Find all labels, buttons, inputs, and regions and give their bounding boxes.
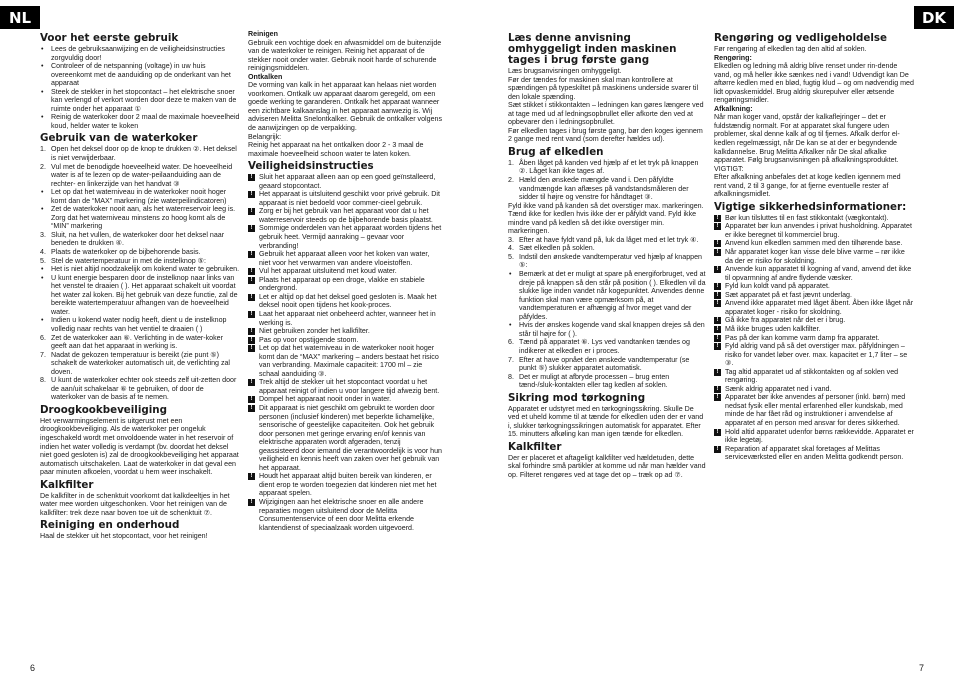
warning-item: ! Let er altijd op dat het deksel goed gesloten is. Maak het deksel nooit open tijdens het kook-proces. bbox=[248, 293, 442, 310]
paragraph: Het verwarmingselement is uitgerust met een droogkookbeveiliging. Als de waterkoker per ongeluk ingeschakeld wordt met onvoldoende water in het reservoir of indien het water volledig is verdampt (bv. doordat het deksel niet goed gesloten is) zal de droogkookbeveiliging het apparaat automatisch uitschakelen. Laat de waterkoker in dat geval een paar minuten afkoelen, voordat u hem weer inschakelt. bbox=[40, 416, 239, 477]
numbered-step: 2. Vul met de benodigde hoeveelheid water. De hoeveelheid water is af te lezen op de water-peilaanduiding aan de rechter- en linkerzijde van het handvat ③ bbox=[40, 163, 240, 189]
bullet-item: • Steek de stekker in het stopcontact – het elektrische snoer kan verlengd of verkort worden door deze te maken van de ruimte onder het apparaat ① bbox=[40, 88, 240, 114]
column-dk-2 bbox=[714, 30, 914, 652]
paragraph: Belangrijk: bbox=[248, 132, 282, 141]
warning-item: ! Sommige onderdelen van het apparaat worden tijdens het gebruik heet. Vermijd aanraking – gevaar voor verbranding! bbox=[248, 224, 442, 250]
subheading: Afkalkning: bbox=[714, 104, 753, 113]
numbered-step: 5. Stel de watertemperatuur in met de instelknop ⑤: bbox=[40, 257, 240, 266]
paragraph: VIGTIGT: bbox=[714, 164, 744, 173]
warning-item: ! Anvend kun elkedlen sammen med den tilhørende base. bbox=[714, 239, 914, 248]
warning-item: ! Sænk aldrig apparatet ned i vand. bbox=[714, 385, 914, 394]
warning-item: ! Let op dat het waterniveau in de waterkoker nooit hoger komt dan de “MAX” markering – anders bestaat het risico van verbranding. Maximale capaciteit: 1700 ml – zie schaal aanduiding ③. bbox=[248, 344, 442, 378]
section-heading: Kalkfilter bbox=[508, 440, 562, 453]
paragraph: Før der tændes for maskinen skal man kontrollere at spændingen på typeskiltet på maskinens underside svarer til den lokale spænding. bbox=[508, 75, 699, 101]
section-heading: Reiniging en onderhoud bbox=[40, 519, 180, 532]
paragraph: Gebruik een vochtige doek en afwasmiddel om de buitenzijde van de waterkoker te reinigen. Reinig het apparaat of de stekker nooit onder water. Gebruik nooit harde of schurende reinigingsmiddelen. bbox=[248, 38, 442, 73]
warning-item: ! Pas op voor opstijgende stoom. bbox=[248, 336, 442, 345]
numbered-step: 6. Zet de waterkoker aan ⑥. Verlichting in de water-koker geeft aan dat het apparaat in werking is. bbox=[40, 334, 240, 351]
paragraph: Når man koger vand, opstår der kalkaflejringer – det er fuldstændig normalt. For at apparatet skal fungere uden problemer, skal denne kalk af og til fjernes. Afkalk derfor el-kedlen regelmæssigt, når De kan se at der er begyndende kalkdannelse. Brug Melitta Afkalker når De skal afkalke apparatet. Følg brugsanvisningen på afkalkningsproduktet. bbox=[714, 113, 900, 165]
section-heading: Gebruik van de waterkoker bbox=[40, 132, 198, 145]
warning-item: ! Gebruik het apparaat alleen voor het koken van water, niet voor het verwarmen van andere vloeistoffen. bbox=[248, 250, 442, 267]
numbered-step: 3. Sluit, na het vullen, de waterkoker door het deksel naar beneden te drukken ④. bbox=[40, 231, 240, 248]
warning-item: ! Pas på der kan komme varm damp fra apparatet. bbox=[714, 334, 914, 343]
warning-item: ! Reparation af apparatet skal foretages af Melittas serviceværksted eller en anden Melitta godkendt person. bbox=[714, 445, 914, 462]
paragraph: Før rengøring af elkedlen tag den altid af soklen. bbox=[714, 45, 867, 53]
section-heading: Brug af elkedlen bbox=[508, 145, 604, 158]
column-dk-1 bbox=[508, 30, 706, 652]
page-number-right: 7 bbox=[918, 663, 924, 673]
numbered-step: 7. Efter at have opnået den ønskede vandtemperatur (se punkt ⑤) slukker apparatet automatisk. bbox=[508, 356, 706, 373]
paragraph: Haal de stekker uit het stopcontact, voor het reinigen! bbox=[40, 532, 208, 541]
paragraph: Før elkedlen tages i brug første gang, bør den koges igennem 2 gange med rent vand (som derefter hældes ud). bbox=[508, 126, 703, 144]
paragraph: De vorming van kalk in het apparaat kan helaas niet worden voorkomen. Ontkalk uw apparaat daarom geregeld, om een goede werking te garanderen. Ontkalk het apparaat wanneer een zichtbare kalkaanslag in het apparaat aanwezig is. Wij adviseren Melitta Snelontkalker. Gebruik de ontkalker volgens de aanwijzingen op de verpakking. bbox=[248, 81, 442, 133]
warning-item: ! Må ikke bruges uden kalkfilter. bbox=[714, 325, 914, 334]
warning-item: ! Gå ikke fra apparatet når det er i brug. bbox=[714, 316, 914, 325]
subheading: Reinigen bbox=[248, 30, 278, 38]
section-heading: Rengøring og vedligeholdelse bbox=[714, 32, 888, 44]
warning-item: ! Når apparatet koger kan visse dele blive varme – rør ikke da der er risiko for skoldning. bbox=[714, 248, 914, 265]
warning-item: ! Trek altijd de stekker uit het stopcontact voordat u het apparaat reinigt of indien u voor langere tijd afwezig bent. bbox=[248, 378, 442, 395]
numbered-step: 2. Hæld den ønskede mængde vand i. Den påfyldte vandmængde kan aflæses på vandstandsmåleren der sidder til højre og venstre for håndtaget ③. bbox=[508, 176, 706, 202]
column-nl-1 bbox=[40, 30, 240, 652]
warning-item: ! Apparatet bør kun anvendes i privat husholdning. Apparatet er ikke beregnet til kommerciel brug. bbox=[714, 222, 914, 239]
item-list bbox=[40, 145, 240, 401]
section-heading: Vigtige sikkerhedsinformationer: bbox=[714, 200, 907, 213]
page-number-left: 6 bbox=[30, 663, 36, 673]
section-heading: Kalkfilter bbox=[40, 478, 94, 491]
warning-item: ! Sluit het apparaat alleen aan op een goed geïnstalleerd, geaard stopcontact. bbox=[248, 173, 442, 190]
section-heading: Droogkookbeveiliging bbox=[40, 403, 167, 416]
warning-item: ! Wijzigingen aan het elektrische snoer en alle andere reparaties mogen uitsluitend door de Melitta Consumentenservice of een door Melitta erkende klantendienst of speciaalzaak worden uitgevoerd. bbox=[248, 498, 442, 532]
warning-item: ! Dompel het apparaat nooit onder in water. bbox=[248, 395, 442, 404]
item-list bbox=[40, 45, 240, 130]
warning-item: ! Laat het apparaat niet onbeheerd achter, wanneer het in werking is. bbox=[248, 310, 442, 327]
numbered-step: 1. Open het deksel door op de knop te drukken ②. Het deksel is niet verwijderbaar. bbox=[40, 145, 240, 162]
section-heading: Sikring mod tørkogning bbox=[508, 391, 646, 404]
subheading: Rengøring: bbox=[714, 53, 752, 62]
column-nl-2 bbox=[248, 30, 442, 652]
bullet-item: • Indien u kokend water nodig heeft, dient u de instelknop volledig naar rechts van het ventiel te draaien ( ) bbox=[40, 316, 240, 333]
warning-item: ! Fyld kun koldt vand på apparatet. bbox=[714, 282, 914, 291]
paragraph: Tænd ikke for kedlen hvis ikke der er påfyldt vand. Fyld ikke mindre vand på kedlen så det ikke overstiger min. markeringen. bbox=[508, 210, 697, 236]
bullet-item: • Lees de gebruiksaanwijzing en de veiligheidsinstructies zorgvuldig door! bbox=[40, 45, 240, 62]
warning-item: ! Hold altid apparatet udenfor børns rækkevidde. Apparatet er ikke legetøj. bbox=[714, 428, 914, 445]
language-tab-dk: DK bbox=[914, 6, 954, 29]
bullet-item: • Bemærk at det er muligt at spare på energiforbruget, ved at dreje på knappen så den står på position ( ). Elkedlen vil da slukke lige inden vandet når kogepunktet. Anvendes denne funktion skal man være opmærksom på, at vandtemperaturen er afhængig af hvor meget vand der påfyldes. bbox=[508, 270, 706, 321]
numbered-step: 7. Nadat de gekozen temperatuur is bereikt (zie punt ⑤) schakelt de waterkoker automatisch uit, de verlichting zal doven. bbox=[40, 351, 240, 377]
warning-item: ! Zorg er bij het gebruik van het apparaat voor dat u het waterreservoir steeds op de bijbehorende basis plaatst. bbox=[248, 207, 442, 224]
item-list bbox=[508, 159, 706, 202]
paragraph: Sæt stikket i stikkontakten – ledningen kan gøres længere ved at tage med ud af ledningsopbrullet eller afkorte den ved at opbevarer den i ledningsopbrullet. bbox=[508, 101, 704, 127]
numbered-step: 4. Sæt elkedlen på soklen. bbox=[508, 244, 706, 253]
warning-item: ! Niet gebruiken zonder het kalkfilter. bbox=[248, 327, 442, 336]
item-list bbox=[248, 173, 442, 532]
warning-item: ! Het apparaat is uitsluitend geschikt voor privé gebruik. Dit apparaat is niet bedoeld voor commer-cieel gebruik. bbox=[248, 190, 442, 207]
paragraph: De kalkfilter in de schenktuit voorkomt dat kalkdeeltjes in het water mee worden uitgeschonken. Voor het reinigen van de kalkfilter: trek deze naar boven toe uit de schenktuit ⑦. bbox=[40, 491, 230, 517]
bullet-item: • U kunt energie besparen door de instelknop naar links van het venstel te draaien ( ). Het apparaat schakelt uit voordat het water zal koken. Bij het gebruik van deze functie, zal de bereikte watertemperatuur afhangen van de hoeveelheid water. bbox=[40, 274, 240, 317]
warning-item: ! Bør kun tilsluttes til en fast stikkontakt (vægkontakt). bbox=[714, 214, 914, 223]
section-heading: Læs denne anvisning omhyggeligt inden maskinen tages i brug første gang bbox=[508, 32, 677, 66]
language-tab-nl: NL bbox=[0, 6, 40, 29]
warning-item: ! Apparatet bør ikke anvendes af personer (inkl. børn) med nedsat fysik eller mental erfarenhed eller kundskab, med minde de har fået råd og instruktioner i anvendelse af apparatet af en person med ansvar for deres sikkerhed. bbox=[714, 393, 914, 427]
bullet-item: • Zet de waterkoker nooit aan, als het waterreservoir leeg is. Zorg dat het waterniveau minstens zo hoog komt als de “MIN” markering bbox=[40, 205, 240, 231]
subheading: Ontkalken bbox=[248, 72, 283, 81]
numbered-step: 3. Efter at have fyldt vand på, luk da låget med et let tryk ④. bbox=[508, 236, 706, 245]
paragraph: Efter afkalkning anbefales det at koge kedlen igennem med rent vand, 2 til 3 gange, for at fjerne eventuelle rester af afkalkningsmidlet. bbox=[714, 173, 901, 199]
numbered-step: 1. Åben låget på kanden ved hjælp af et let tryk på knappen ②. Låget kan ikke tages af. bbox=[508, 159, 706, 176]
bullet-item: • Reinig de waterkoker door 2 maal de maximale hoeveelheid koud, helder water te koken bbox=[40, 113, 240, 130]
warning-item: ! Plaats het apparaat op een droge, vlakke en stabiele ondergrond. bbox=[248, 276, 442, 293]
item-list bbox=[714, 214, 914, 462]
warning-item: ! Fyld aldrig vand på så det overstiger max. påfyldningen – risiko for vandet løber over. max. kapacitet er 1,7 liter – se ③. bbox=[714, 342, 914, 368]
bullet-item: • Controleer of de netspanning (voltage) in uw huis overeenkomt met de aanduiding op de onderkant van het apparaat bbox=[40, 62, 240, 88]
paragraph: Læs brugsanvisningen omhyggeligt. bbox=[508, 67, 622, 75]
paragraph: Reinig het apparaat na het ontkalken door 2 - 3 maal de maximale hoeveelheid schoon water te laten koken. bbox=[248, 141, 424, 158]
numbered-step: 6. Tænd på apparatet ⑥. Lys ved vandtanken tændes og indikerer at elkedlen er i proces. bbox=[508, 338, 706, 355]
warning-item: ! Houdt het apparaat altijd buiten bereik van kinderen, er dient erop te worden toegezien dat kinderen niet met het apparaat spelen. bbox=[248, 472, 442, 498]
paragraph: Elkedlen og ledning må aldrig blive renset under rin-dende vand, og må heller ikke sænkes ned i vand! Udvendigt kan De aftørre kedlen med en blød, fugtig klud – og om nødvendig med lidt opvaskemiddel. Brug aldrig skurepulver eller ætsende rengøringsmidler. bbox=[714, 62, 914, 105]
paragraph: Fyld ikke vand på kanden så det overstiger max. markeringen. bbox=[508, 201, 704, 210]
numbered-step: 8. Det er muligt at afbryde processen – brug enten tænd-/sluk-kontakten eller tag kedlen af soklen. bbox=[508, 373, 706, 390]
numbered-step: 5. Indstil den ønskede vandtemperatur ved hjælp af knappen ⑤: bbox=[508, 253, 706, 270]
item-list bbox=[508, 236, 706, 390]
numbered-step: 8. U kunt de waterkoker echter ook steeds zelf uit-zetten door de aan/uit schakelaar ⑥ te gebruiken, of door de waterkoker van de basis af te nemen. bbox=[40, 376, 240, 402]
bullet-item: • Het is niet altijd noodzakelijk om kokend water te gebruiken. bbox=[40, 265, 240, 274]
warning-item: ! Vul het apparaat uitsluitend met koud water. bbox=[248, 267, 442, 276]
section-heading: Voor het eerste gebruik bbox=[40, 32, 179, 44]
bullet-item: • Let op dat het waterniveau in de waterkoker nooit hoger komt dan de “MAX” markering (zie waterpeilindicatoren) bbox=[40, 188, 240, 205]
paragraph: Der er placeret et aftageligt kalkfilter ved hældetuden, dette skal forhindre små partikler at komme ud når man hælder vand op. Filteret rengøres ved at tage det op – træk op ad ⑦. bbox=[508, 453, 706, 479]
warning-item: ! Anvende kun apparatet til kogning af vand, anvend det ikke til opvarmning af andre flydende væsker. bbox=[714, 265, 914, 282]
bullet-item: • Hvis der ønskes kogende vand skal knappen drejes så den står til højre for ( ). bbox=[508, 321, 706, 338]
paragraph: Apparatet er udstyret med en tørkogningssikring. Skulle De ved et uheld komme til at tænde for elkedlen uden der er vand i, slukker tørkogningssikringen automatisk for apparatet. Efter 15. minutters afkøling kan man igen tænde for elkedlen. bbox=[508, 404, 704, 439]
warning-item: ! Dit apparaat is niet geschikt om gebruikt te worden door personen (inclusief kinderen) met beperkte lichamelijke, sensorische of geestelijke capaciteiten. Ook het gebruik door personen met geringe ervaring en/of kennis van elektrische apparaten wordt afgeraden, tenzij geassisteerd door iemand die verantwoordelijk is voor hun veiligheid en kennis heeft van zaken over het gebruik van het apparaat. bbox=[248, 404, 442, 472]
section-heading: Veiligheidsinstructies bbox=[248, 160, 374, 173]
numbered-step: 4. Plaats de waterkoker op de bijbehorende basis. bbox=[40, 248, 240, 257]
warning-item: ! Sæt apparatet på et fast jævnt underlag. bbox=[714, 291, 914, 300]
warning-item: ! Tag altid apparatet ud af stikkontakten og af soklen ved rengøring. bbox=[714, 368, 914, 385]
warning-item: ! Anvend ikke apparatet med låget åbent. Åben ikke låget når apparatet koger - risiko for skoldning. bbox=[714, 299, 914, 316]
